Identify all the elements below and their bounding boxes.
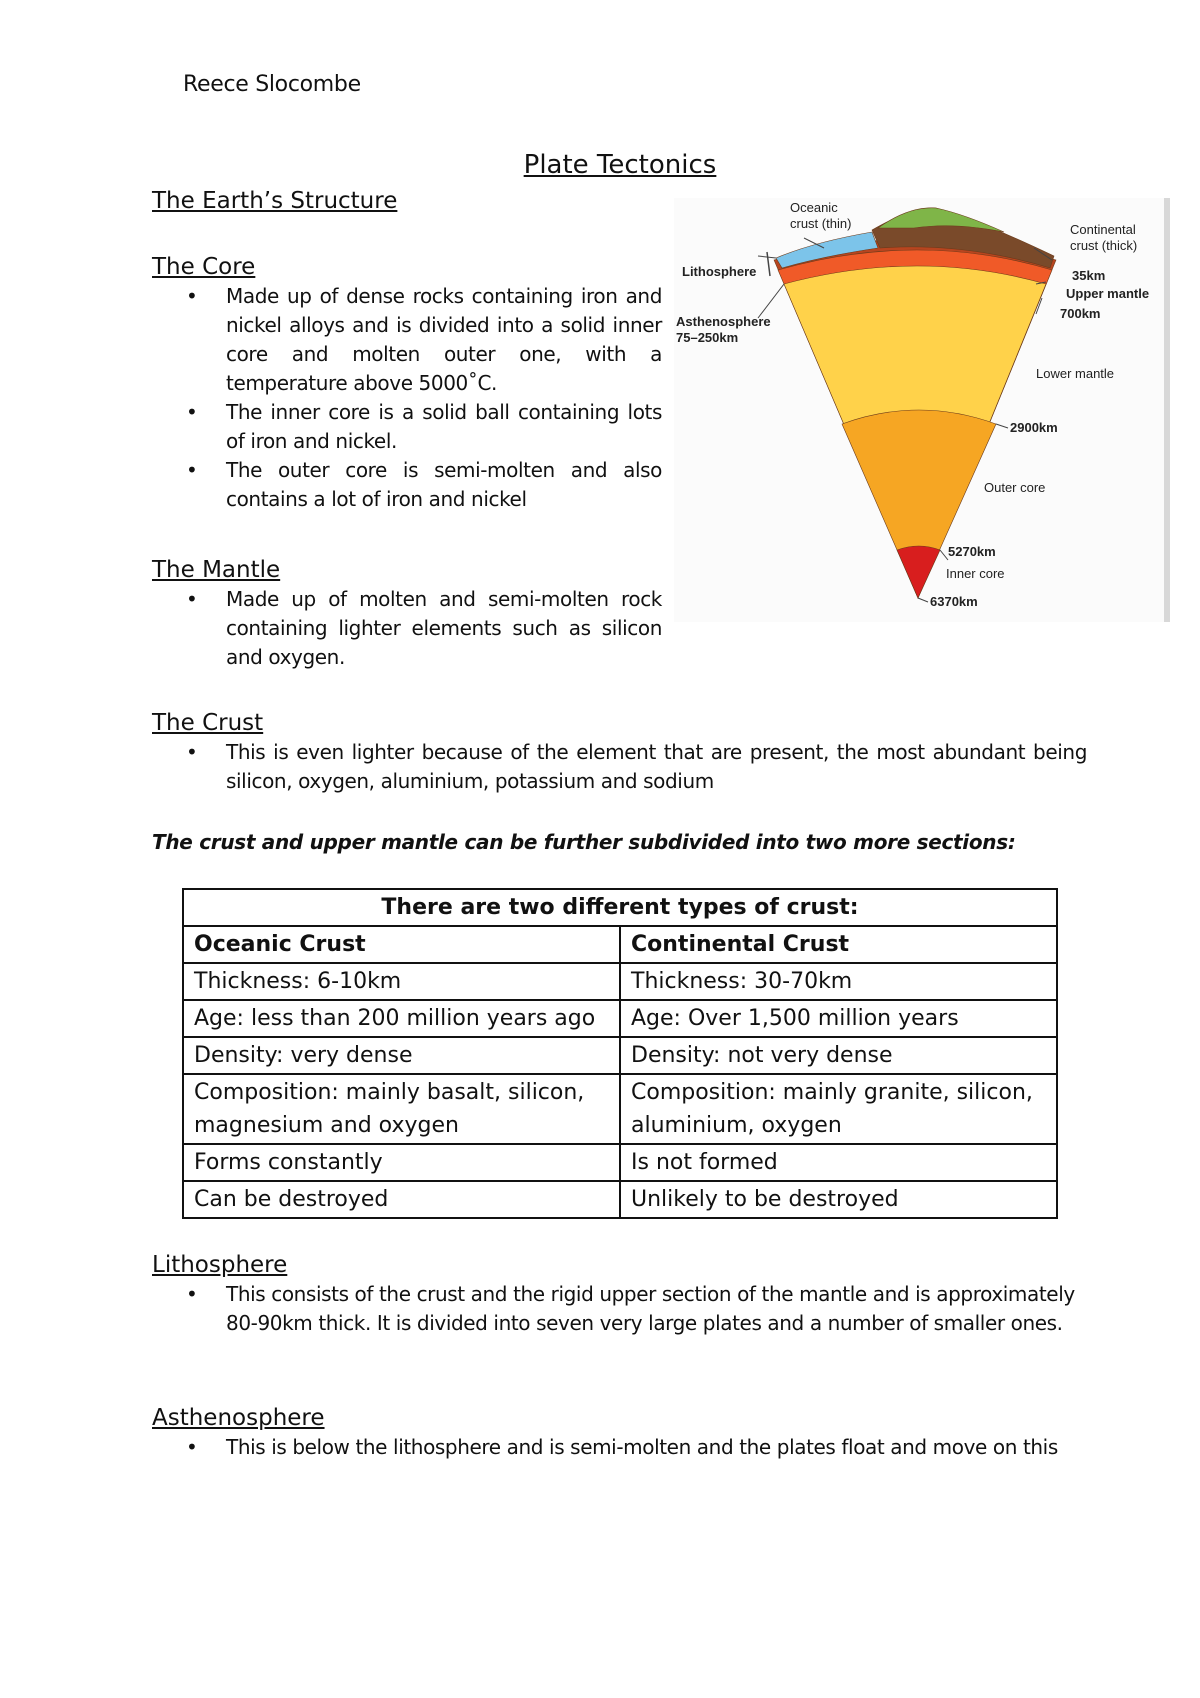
heading-crust: The Crust bbox=[152, 710, 264, 736]
section-core bbox=[152, 252, 662, 514]
table-row bbox=[183, 1074, 1057, 1144]
table-row bbox=[183, 1181, 1057, 1218]
table-row bbox=[183, 1000, 1057, 1037]
bullet-list-crust bbox=[152, 738, 1087, 796]
bullet-item: • The inner core is a solid ball containing lots of iron and nickel. bbox=[152, 398, 662, 456]
section-lithosphere bbox=[152, 1250, 1087, 1338]
subdivision-note: The crust and upper mantle can be further subdivided into two more sections: bbox=[152, 830, 1016, 854]
bullet-list-asthenosphere bbox=[152, 1433, 1087, 1462]
earth-wedge-svg bbox=[674, 198, 1170, 622]
earth-structure-diagram bbox=[674, 198, 1170, 622]
label-5270km: 5270km bbox=[948, 544, 996, 559]
label-35km: 35km bbox=[1072, 268, 1106, 283]
table-cell: Thickness: 30-70km bbox=[620, 963, 1057, 1000]
table-cell: Density: not very dense bbox=[620, 1037, 1057, 1074]
section-mantle bbox=[152, 555, 662, 672]
table-cell: Age: less than 200 million years ago bbox=[183, 1000, 620, 1037]
table-cell: Unlikely to be destroyed bbox=[620, 1181, 1057, 1218]
table-cell: Composition: mainly basalt, silicon, magnesium and oxygen bbox=[183, 1074, 620, 1144]
label-continental: Continental bbox=[1070, 222, 1136, 237]
bullet-list-core bbox=[152, 282, 662, 514]
bullet-list-mantle bbox=[152, 585, 662, 672]
label-upper-mantle: Upper mantle bbox=[1066, 286, 1150, 301]
table-cell: Can be destroyed bbox=[183, 1181, 620, 1218]
bullet-item: • This consists of the crust and the rigid upper section of the mantle and is approximately 80-90km thick. It is divided into seven very large plates and a number of smaller ones. bbox=[152, 1280, 1087, 1338]
table-row bbox=[183, 963, 1057, 1000]
table-cell: Density: very dense bbox=[183, 1037, 620, 1074]
table-header-row bbox=[183, 926, 1057, 963]
label-outer-core: Outer core bbox=[984, 480, 1046, 495]
label-2900km: 2900km bbox=[1010, 420, 1058, 435]
heading-asthenosphere: Asthenosphere bbox=[152, 1405, 325, 1431]
bullet-item: • The outer core is semi-molten and also contains a lot of iron and nickel bbox=[152, 456, 662, 514]
table-cell: Is not formed bbox=[620, 1144, 1057, 1181]
label-inner-core: Inner core bbox=[946, 566, 1005, 581]
heading-core: The Core bbox=[152, 254, 256, 280]
label-700km: 700km bbox=[1060, 306, 1101, 321]
bullet-item: • Made up of dense rocks containing iron and nickel alloys and is divided into a solid inner core and molten outer one, with a temperature above 5000˚C. bbox=[152, 282, 662, 398]
table-row bbox=[183, 1144, 1057, 1181]
label-oceanic-thin: crust (thin) bbox=[790, 216, 852, 231]
heading-lithosphere: Lithosphere bbox=[152, 1252, 288, 1278]
diagram-edge-shadow bbox=[1164, 198, 1170, 622]
page-title: Plate Tectonics bbox=[523, 150, 717, 180]
crust-comparison-table bbox=[182, 888, 1058, 1219]
column-header-oceanic: Oceanic Crust bbox=[183, 926, 620, 963]
table-cell: Composition: mainly granite, silicon, aluminium, oxygen bbox=[620, 1074, 1057, 1144]
table-cell: Forms constantly bbox=[183, 1144, 620, 1181]
section-subtitle: The Earth’s Structure bbox=[152, 188, 398, 214]
table-cell: Thickness: 6-10km bbox=[183, 963, 620, 1000]
label-oceanic: Oceanic bbox=[790, 200, 838, 215]
table-caption: There are two different types of crust: bbox=[183, 889, 1057, 926]
bullet-item: • This is below the lithosphere and is semi-molten and the plates float and move on this bbox=[152, 1433, 1087, 1462]
bullet-item: • This is even lighter because of the element that are present, the most abundant being silicon, oxygen, aluminium, potassium and sodium bbox=[152, 738, 1087, 796]
table-cell: Age: Over 1,500 million years bbox=[620, 1000, 1057, 1037]
section-asthenosphere bbox=[152, 1403, 1087, 1462]
table-caption-row bbox=[183, 889, 1057, 926]
label-6370km: 6370km bbox=[930, 594, 978, 609]
label-continental-thick: crust (thick) bbox=[1070, 238, 1138, 253]
label-asthenosphere: Asthenosphere bbox=[676, 314, 771, 329]
table-row bbox=[183, 1037, 1057, 1074]
heading-mantle: The Mantle bbox=[152, 557, 281, 583]
bullet-list-lithosphere bbox=[152, 1280, 1087, 1338]
label-asthenosphere-depth: 75–250km bbox=[676, 330, 739, 345]
bullet-item: • Made up of molten and semi-molten rock containing lighter elements such as silicon and oxygen. bbox=[152, 585, 662, 672]
author-name: Reece Slocombe bbox=[183, 72, 361, 97]
section-crust bbox=[152, 708, 1087, 796]
column-header-continental: Continental Crust bbox=[620, 926, 1057, 963]
label-lithosphere: Lithosphere bbox=[682, 264, 757, 279]
label-lower-mantle: Lower mantle bbox=[1036, 366, 1115, 381]
